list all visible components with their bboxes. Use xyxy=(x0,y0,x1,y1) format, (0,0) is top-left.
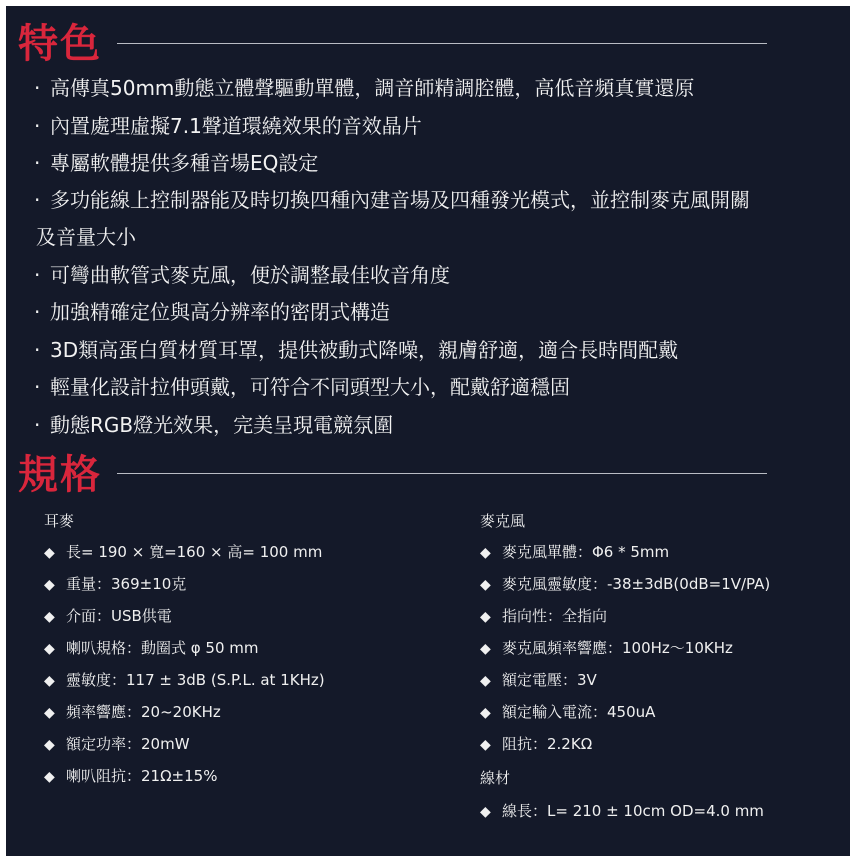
bullet-dot: · xyxy=(34,338,41,362)
spec-text: 額定功率：20mW xyxy=(66,735,190,753)
cable-heading: 線材 xyxy=(480,769,511,787)
spec-item xyxy=(480,670,597,691)
feature-item xyxy=(34,108,849,145)
bullet-dot: · xyxy=(34,151,41,175)
spec-text: 介面：USB供電 xyxy=(66,607,172,625)
diamond-bullet-icon: ◆ xyxy=(480,641,491,657)
feature-text: 及音量大小 xyxy=(36,225,136,249)
diamond-bullet-icon: ◆ xyxy=(480,673,491,689)
bullet-dot: · xyxy=(34,300,41,324)
diamond-bullet-icon: ◆ xyxy=(480,609,491,625)
spec-text: 重量：369±10克 xyxy=(66,575,187,593)
headphone-heading: 耳麥 xyxy=(44,512,75,530)
spec-item xyxy=(480,702,655,723)
bullet-dot: · xyxy=(34,375,41,399)
spec-text: 指向性：全指向 xyxy=(502,607,608,625)
specs-header xyxy=(18,452,102,498)
feature-text: 內置處理虛擬7.1聲道環繞效果的音效晶片 xyxy=(50,114,422,138)
diamond-bullet-icon: ◆ xyxy=(44,737,55,753)
diamond-bullet-icon: ◆ xyxy=(480,804,491,820)
spec-text: 喇叭規格：動圈式 φ 50 mm xyxy=(66,639,259,657)
bullet-dot: · xyxy=(34,413,41,437)
spec-item xyxy=(44,734,190,755)
spec-item xyxy=(480,801,764,822)
spec-text: 頻率響應：20~20KHz xyxy=(66,703,221,721)
feature-text: 多功能線上控制器能及時切換四種內建音場及四種發光模式，並控制麥克風開關 xyxy=(50,188,750,212)
feature-item-continuation xyxy=(36,219,850,256)
feature-item xyxy=(34,407,849,444)
diamond-bullet-icon: ◆ xyxy=(480,737,491,753)
spec-text: 麥克風靈敏度：-38±3dB(0dB=1V/PA) xyxy=(502,575,771,593)
spec-item xyxy=(480,606,607,627)
spec-text: 麥克風頻率響應：100Hz～10KHz xyxy=(502,639,733,657)
microphone-heading: 麥克風 xyxy=(480,512,526,530)
feature-text: 專屬軟體提供多種音場EQ設定 xyxy=(50,151,319,175)
feature-text: 高傳真50mm動態立體聲驅動單體，調音師精調腔體，高低音頻真實還原 xyxy=(50,76,695,100)
feature-item xyxy=(34,294,849,331)
specs-divider xyxy=(117,473,767,474)
spec-item xyxy=(480,734,592,755)
spec-item xyxy=(44,606,172,627)
features-header xyxy=(18,21,102,67)
spec-text: 阻抗：2.2KΩ xyxy=(502,735,593,753)
spec-item xyxy=(44,574,186,595)
spec-item xyxy=(480,574,770,595)
features-divider xyxy=(117,43,767,44)
spec-sheet xyxy=(6,6,850,856)
bullet-dot: · xyxy=(34,188,41,212)
specs-title: 規格 xyxy=(18,452,102,498)
feature-text: 加強精確定位與高分辨率的密閉式構造 xyxy=(50,300,390,324)
spec-text: 線長：L= 210 ± 10cm OD=4.0 mm xyxy=(502,802,764,820)
feature-text: 可彎曲軟管式麥克風，便於調整最佳收音角度 xyxy=(50,263,450,287)
spec-item xyxy=(44,670,325,691)
diamond-bullet-icon: ◆ xyxy=(44,577,55,593)
spec-item xyxy=(44,638,259,659)
bullet-dot: · xyxy=(34,263,41,287)
diamond-bullet-icon: ◆ xyxy=(44,769,55,785)
feature-item xyxy=(34,369,849,406)
feature-text: 動態RGB燈光效果，完美呈現電競氛圍 xyxy=(50,413,394,437)
spec-item xyxy=(44,542,322,563)
diamond-bullet-icon: ◆ xyxy=(44,609,55,625)
bullet-dot: · xyxy=(34,76,41,100)
feature-item xyxy=(34,145,849,182)
features-title: 特色 xyxy=(18,21,102,67)
feature-text: 輕量化設計拉伸頭戴，可符合不同頭型大小，配戴舒適穩固 xyxy=(50,375,570,399)
spec-text: 額定電壓：3V xyxy=(502,671,597,689)
diamond-bullet-icon: ◆ xyxy=(480,705,491,721)
diamond-bullet-icon: ◆ xyxy=(44,641,55,657)
spec-text: 喇叭阻抗：21Ω±15% xyxy=(66,767,218,785)
feature-item xyxy=(34,332,849,369)
bullet-dot: · xyxy=(34,114,41,138)
spec-text: 靈敏度：117 ± 3dB (S.P.L. at 1KHz) xyxy=(66,671,325,689)
spec-text: 麥克風單體：Φ6 * 5mm xyxy=(502,543,670,561)
feature-item xyxy=(34,182,849,219)
spec-item xyxy=(480,638,733,659)
diamond-bullet-icon: ◆ xyxy=(480,545,491,561)
spec-item xyxy=(44,766,217,787)
diamond-bullet-icon: ◆ xyxy=(44,673,55,689)
feature-text: 3D類高蛋白質材質耳罩，提供被動式降噪，親膚舒適，適合長時間配戴 xyxy=(50,338,679,362)
spec-text: 長= 190 × 寬=160 × 高= 100 mm xyxy=(66,543,323,561)
diamond-bullet-icon: ◆ xyxy=(480,577,491,593)
spec-item xyxy=(480,542,669,563)
feature-item xyxy=(34,257,849,294)
spec-item xyxy=(44,702,221,723)
feature-item xyxy=(34,70,849,107)
diamond-bullet-icon: ◆ xyxy=(44,545,55,561)
diamond-bullet-icon: ◆ xyxy=(44,705,55,721)
spec-text: 額定輸入電流：450uA xyxy=(502,703,656,721)
